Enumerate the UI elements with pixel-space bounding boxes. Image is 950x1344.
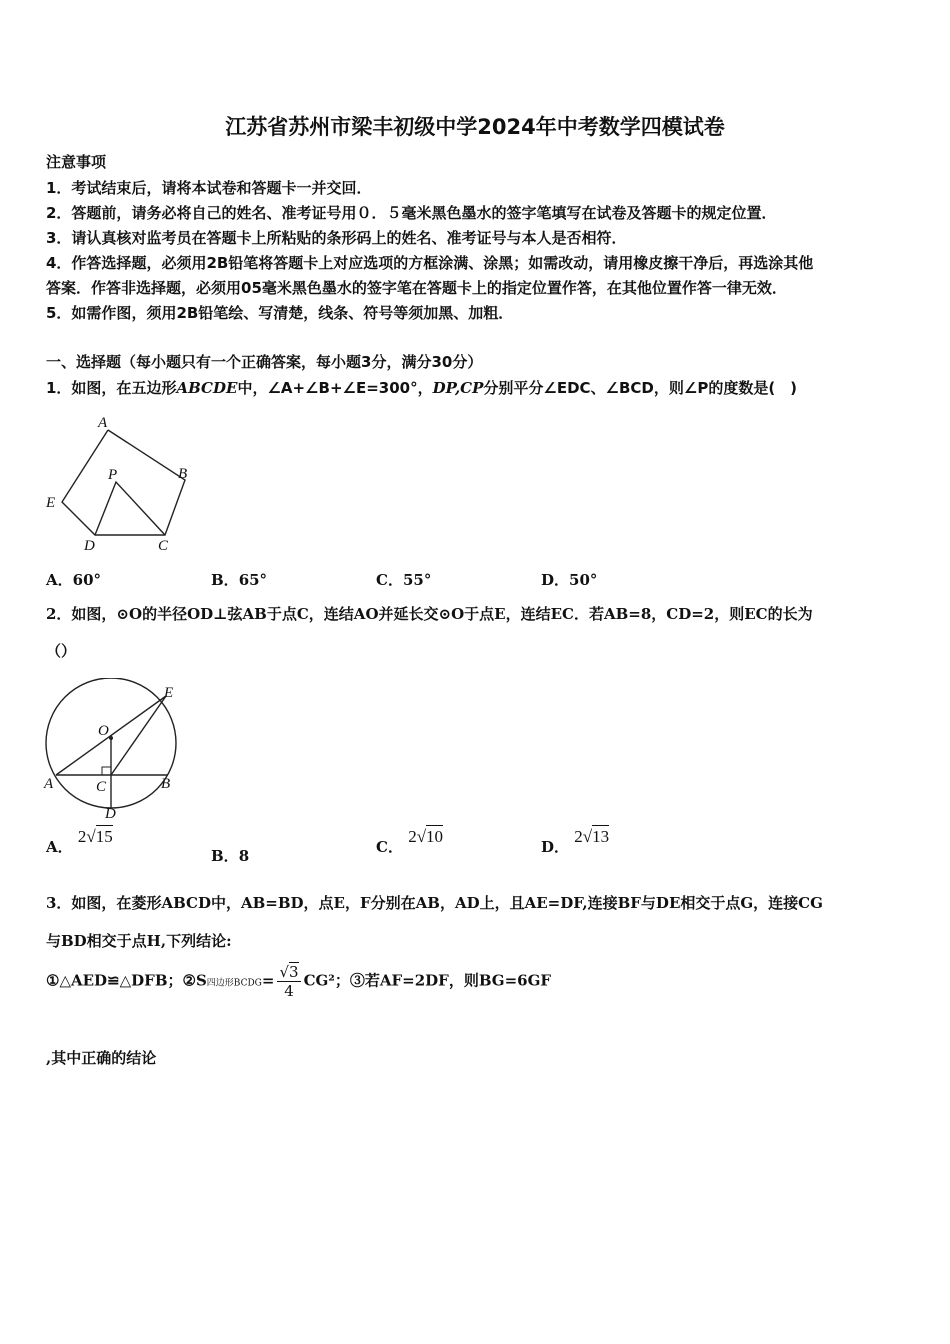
option-letter: C． — [376, 571, 403, 589]
fraction-sqrt3-over-4 — [277, 963, 300, 1000]
conclusion-1-2: ①△AED≌△DFB；②S — [46, 971, 207, 990]
label-C: C — [158, 538, 169, 554]
option-radical: 2√15 — [77, 827, 113, 846]
option-radical: 2√10 — [408, 827, 444, 846]
notice-item-2: 2．答题前，请务必将自己的姓名、准考证号用０．５毫米黑色墨水的签字笔填写在试卷及答题卡的规定位置． — [46, 204, 777, 222]
q1-pentagon-name: ABCDE — [176, 379, 238, 397]
option-letter: D． — [541, 838, 570, 856]
question-3-stem-cont: 与BD相交于点H,下列结论: — [46, 932, 232, 950]
option-letter: B． — [211, 571, 239, 589]
label-D: D — [84, 538, 95, 554]
area-subscript: 四边形BCDG — [206, 978, 262, 989]
equals-sign: = — [261, 971, 275, 990]
notice-item-4: 4．作答选择题，必须用2B铅笔将答题卡上对应选项的方框涂满、涂黑；如需改动，请用橡皮擦干净后，再选涂其他 — [46, 254, 814, 272]
question-2-paren: （） — [46, 642, 77, 660]
label-E: E — [164, 685, 174, 701]
option-text: 60° — [72, 571, 102, 589]
q1-tail: 分别平分∠EDC、∠BCD，则∠P的度数是( ) — [483, 379, 798, 397]
radicand: 13 — [592, 827, 610, 846]
q1-mid: 中，∠A+∠B+∠E=300°， — [237, 379, 433, 397]
radicand: 15 — [95, 827, 113, 846]
question-2-stem: 2．如图，⊙O的半径OD⊥弦AB于点C，连结AO并延长交⊙O于点E，连结EC．若AB=8，CD=2，则EC的长为 — [46, 605, 813, 623]
coefficient: 2 — [408, 827, 417, 846]
angle-bisectors — [95, 482, 165, 535]
section-heading: 一、选择题（每小题只有一个正确答案，每小题3分，满分30分） — [46, 353, 483, 371]
option-text: 50° — [569, 571, 598, 589]
q1-option-c[interactable] — [376, 569, 431, 590]
label-P: P — [108, 467, 118, 483]
question-1-stem — [46, 377, 797, 398]
label-A: A — [44, 776, 54, 792]
notice-heading: 注意事项 — [46, 153, 107, 171]
q1-option-b[interactable] — [211, 569, 267, 590]
center-dot — [109, 736, 113, 740]
fraction-numerator: √3 — [279, 963, 299, 981]
question-3-stem: 3．如图，在菱形ABCD中，AB=BD，点E，F分别在AB，AD上，且AE=DF,连接BF与DE相交于点G，连接CG — [46, 894, 823, 912]
option-radical: 2√13 — [574, 827, 610, 846]
option-letter: C． — [376, 838, 403, 856]
numerator-radicand: 3 — [289, 963, 299, 981]
q2-circle-figure — [40, 678, 190, 823]
question-3-conclusions — [46, 963, 551, 1000]
notice-item-1: 1．考试结束后，请将本试卷和答题卡一并交回． — [46, 179, 372, 197]
option-letter: B． — [211, 847, 239, 865]
question-3-tail: ,其中正确的结论 — [46, 1049, 157, 1067]
notice-item-4-cont: 答案．作答非选择题，必须用05毫米黑色墨水的签字笔在答题卡上的指定位置作答，在其他位置作答一律无效． — [46, 279, 787, 297]
q2-option-c[interactable] — [376, 827, 444, 857]
label-C: C — [96, 779, 107, 795]
conclusion-2-3: CG²；③若AF=2DF，则BG=6GF — [303, 971, 552, 990]
label-B: B — [178, 466, 188, 482]
q1-option-a[interactable] — [46, 569, 101, 590]
option-letter: D． — [541, 571, 570, 589]
option-text: 65° — [238, 571, 268, 589]
q2-option-a[interactable] — [46, 827, 113, 857]
q1-lines: DP,CP — [432, 379, 484, 397]
option-letter: A． — [46, 571, 73, 589]
notice-item-5: 5．如需作图，须用2B铅笔绘、写清楚，线条、符号等须加黑、加粗． — [46, 304, 514, 322]
label-A: A — [98, 415, 108, 431]
page-title: 江苏省苏州市梁丰初级中学2024年中考数学四模试卷 — [225, 115, 725, 139]
q1-pentagon-figure — [40, 410, 200, 555]
option-text: 55° — [402, 571, 432, 589]
q1-option-d[interactable] — [541, 569, 597, 590]
right-angle-mark — [102, 767, 111, 775]
line-ec — [111, 696, 166, 775]
fraction-denominator: 4 — [284, 982, 294, 1000]
coefficient: 2 — [574, 827, 583, 846]
radicand: 10 — [426, 827, 444, 846]
pentagon-outline — [62, 430, 188, 535]
q1-number: 1．如图，在五边形 — [46, 379, 177, 397]
label-E: E — [46, 495, 56, 511]
q2-option-d[interactable] — [541, 827, 610, 857]
label-O: O — [98, 723, 109, 739]
coefficient: 2 — [77, 827, 87, 846]
option-text: 8 — [238, 847, 250, 865]
label-B: B — [161, 776, 171, 792]
label-D: D — [105, 806, 116, 822]
option-letter: A． — [46, 838, 73, 856]
notice-item-3: 3．请认真核对监考员在答题卡上所粘贴的条形码上的姓名、准考证号与本人是否相符． — [46, 229, 627, 247]
q2-option-b[interactable] — [211, 845, 249, 866]
